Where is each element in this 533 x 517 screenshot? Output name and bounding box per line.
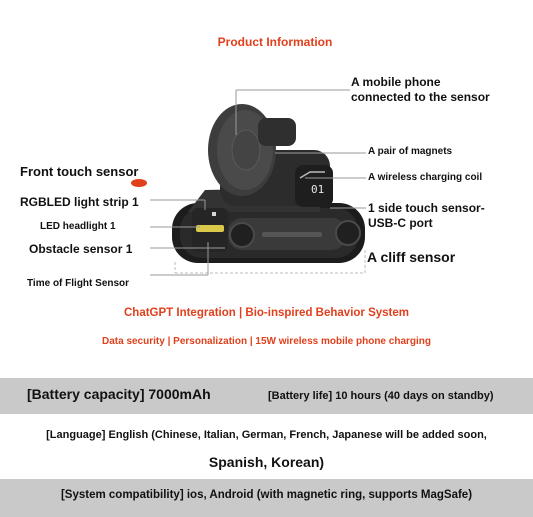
features-line-1: ChatGPT Integration | Bio-inspired Behavior System bbox=[123, 307, 409, 319]
features-line-2: Data security | Personalization | 15W wireless mobile phone charging bbox=[101, 336, 432, 347]
language-line bbox=[0, 429, 533, 441]
callout-side-touch: 1 side touch sensor- USB-C port bbox=[368, 201, 485, 230]
callout-cliff: A cliff sensor bbox=[367, 249, 456, 265]
callout-front-touch: Front touch sensor bbox=[20, 164, 139, 179]
callout-rgbled: RGBLED light strip 1 bbox=[20, 195, 139, 209]
battery-life bbox=[268, 390, 494, 402]
robot-badge: 01 bbox=[311, 183, 325, 196]
language-value: English (Chinese, Italian, German, French, Japanese will be added soon, bbox=[105, 429, 487, 441]
battery-life-tag: [Battery life] bbox=[268, 390, 333, 402]
callout-magnets: A pair of magnets bbox=[368, 146, 453, 157]
language-tag: [Language] bbox=[46, 429, 106, 441]
battery-life-value: 10 hours (40 days on standby) bbox=[332, 390, 494, 402]
callout-led-headlight: LED headlight 1 bbox=[40, 221, 116, 232]
front-touch-dot bbox=[131, 179, 147, 187]
system-compatibility: [System compatibility] ios, Android (with magnetic ring, supports MagSafe) bbox=[60, 489, 473, 501]
page-title: Product Information bbox=[217, 35, 333, 49]
callout-coil: A wireless charging coil bbox=[368, 172, 483, 183]
battery-capacity: [Battery capacity] 7000mAh bbox=[27, 386, 211, 402]
language-line-2: Spanish, Korean) bbox=[208, 454, 325, 470]
callout-tof: Time of Flight Sensor bbox=[27, 278, 130, 289]
callout-phone: A mobile phone connected to the sensor bbox=[351, 75, 490, 104]
callout-obstacle: Obstacle sensor 1 bbox=[29, 242, 133, 256]
